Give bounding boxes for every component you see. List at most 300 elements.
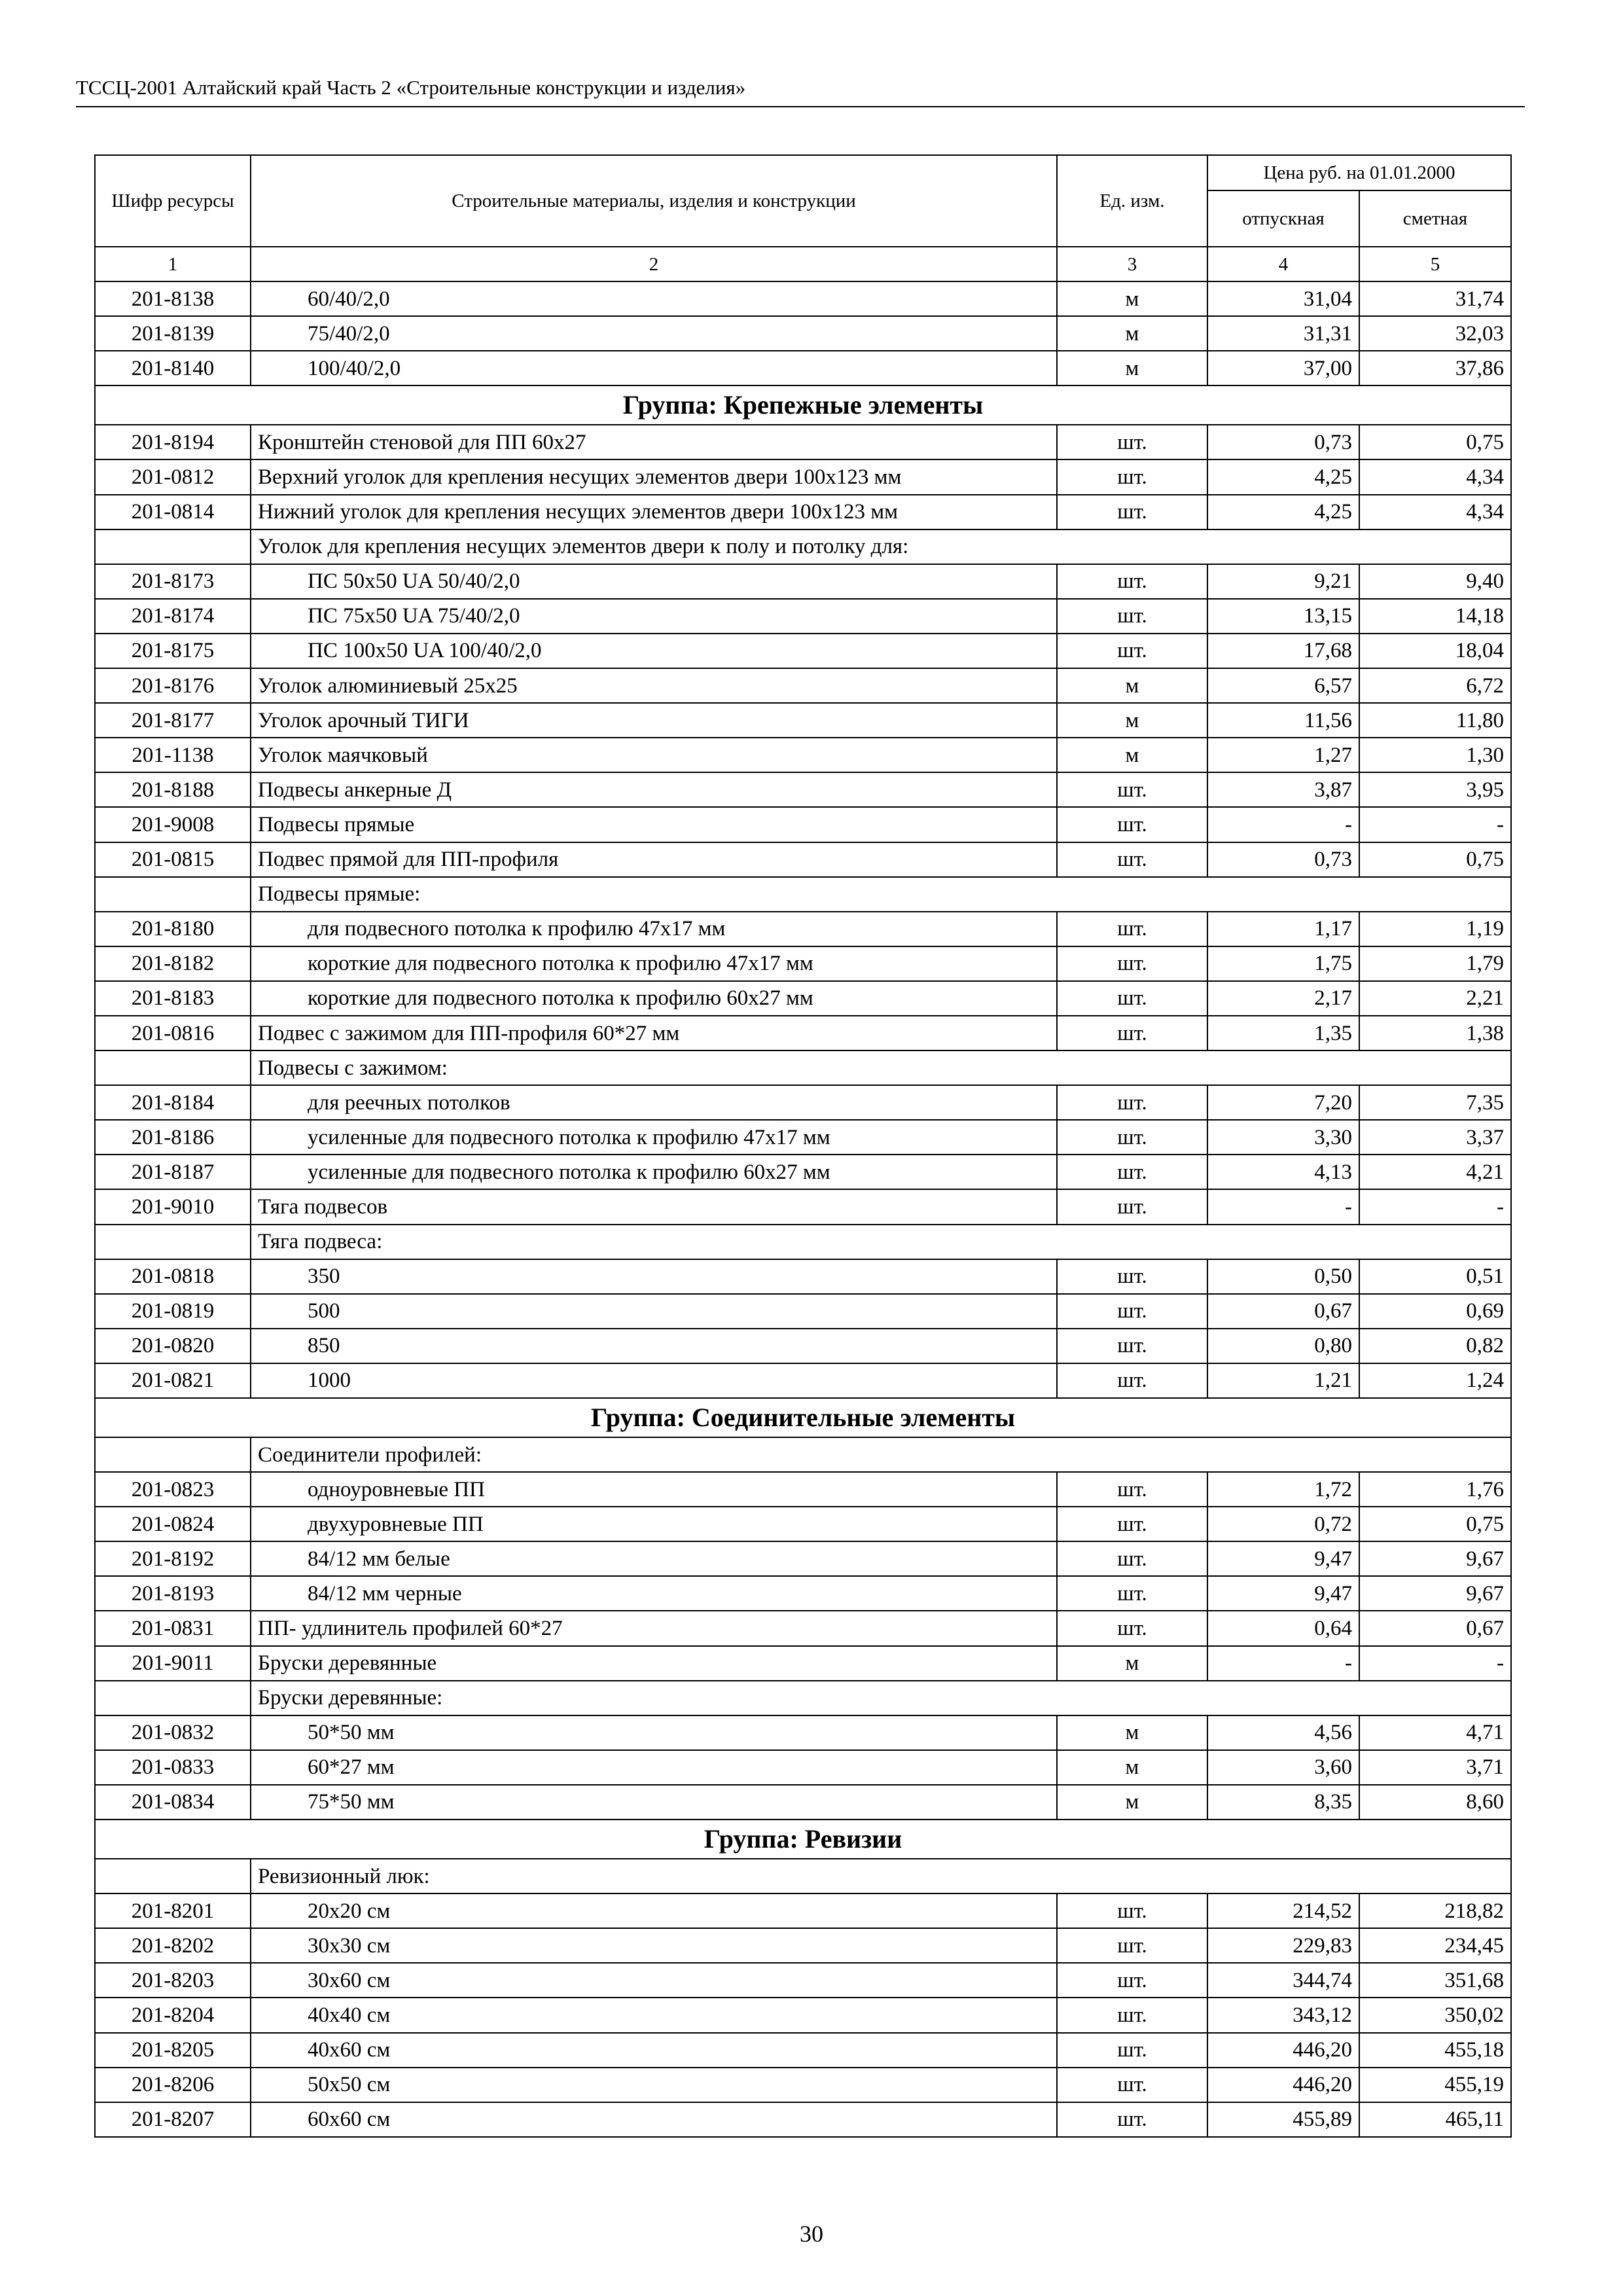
name-cell: 30х30 см — [251, 1928, 1057, 1963]
code-cell — [95, 877, 251, 912]
table-row — [95, 1893, 1511, 1928]
unit-cell: м — [1057, 1715, 1207, 1750]
price-estimate-cell: 218,82 — [1359, 1893, 1511, 1928]
price-sale-cell: 4,13 — [1207, 1155, 1359, 1189]
subheading-cell: Ревизионный люк: — [251, 1859, 1511, 1893]
unit-cell: шт. — [1057, 1507, 1207, 1541]
table-row — [95, 634, 1511, 668]
code-cell — [95, 1225, 251, 1259]
column-numbers-row — [95, 247, 1511, 281]
col-header-price: Цена руб. на 01.01.2000 — [1207, 155, 1511, 190]
name-cell: ПС 75х50 UA 75/40/2,0 — [251, 599, 1057, 634]
unit-cell: шт. — [1057, 1085, 1207, 1120]
unit-cell: шт. — [1057, 1928, 1207, 1963]
price-estimate-cell: 0,69 — [1359, 1294, 1511, 1329]
col-header-estimate: сметная — [1359, 190, 1511, 247]
name-cell: короткие для подвесного потолка к профилю 47х17 мм — [251, 946, 1057, 981]
code-cell — [95, 529, 251, 564]
price-sale-cell: - — [1207, 807, 1359, 842]
col-header-unit: Ед. изм. — [1057, 155, 1207, 247]
name-cell: Верхний уголок для крепления несущих элементов двери 100х123 мм — [251, 459, 1057, 494]
price-sale-cell: 1,35 — [1207, 1016, 1359, 1050]
unit-cell: шт. — [1057, 1472, 1207, 1507]
unit-cell: шт. — [1057, 1998, 1207, 2032]
unit-cell: шт. — [1057, 772, 1207, 807]
col-number: 4 — [1207, 247, 1359, 281]
price-sale-cell: 9,21 — [1207, 564, 1359, 599]
price-estimate-cell: 455,18 — [1359, 2033, 1511, 2068]
code-cell: 201-0815 — [95, 842, 251, 877]
unit-cell: шт. — [1057, 495, 1207, 529]
subheading-cell: Тяга подвеса: — [251, 1225, 1511, 1259]
col-number: 1 — [95, 247, 251, 281]
price-estimate-cell: - — [1359, 1189, 1511, 1224]
code-cell: 201-8140 — [95, 351, 251, 386]
price-estimate-cell: 31,74 — [1359, 281, 1511, 316]
name-cell: 60/40/2,0 — [251, 281, 1057, 316]
table-row — [95, 1998, 1511, 2032]
group-heading: Группа: Соединительные элементы — [95, 1398, 1511, 1437]
price-sale-cell: 0,73 — [1207, 425, 1359, 459]
price-sale-cell: 0,67 — [1207, 1294, 1359, 1329]
table-row — [95, 1085, 1511, 1120]
name-cell: одноуровневые ПП — [251, 1472, 1057, 1507]
price-sale-cell: 9,47 — [1207, 1541, 1359, 1576]
name-cell: 100/40/2,0 — [251, 351, 1057, 386]
name-cell: Нижний уголок для крепления несущих элементов двери 100х123 мм — [251, 495, 1057, 529]
name-cell: 1000 — [251, 1363, 1057, 1398]
name-cell: 50х50 см — [251, 2068, 1057, 2102]
subheading-cell: Уголок для крепления несущих элементов двери к полу и потолку для: — [251, 529, 1511, 564]
price-sale-cell: 1,72 — [1207, 1472, 1359, 1507]
code-cell: 201-9010 — [95, 1189, 251, 1224]
name-cell: Подвесы прямые — [251, 807, 1057, 842]
code-cell: 201-8174 — [95, 599, 251, 634]
unit-cell: шт. — [1057, 2102, 1207, 2137]
code-cell: 201-8182 — [95, 946, 251, 981]
code-cell: 201-8193 — [95, 1576, 251, 1611]
code-cell: 201-8173 — [95, 564, 251, 599]
unit-cell: м — [1057, 1750, 1207, 1785]
code-cell: 201-8175 — [95, 634, 251, 668]
price-estimate-cell: 4,34 — [1359, 495, 1511, 529]
price-sale-cell: 9,47 — [1207, 1576, 1359, 1611]
table-row — [95, 1155, 1511, 1189]
code-cell: 201-8201 — [95, 1893, 251, 1928]
table-row — [95, 1750, 1511, 1785]
name-cell: ПС 100х50 UA 100/40/2,0 — [251, 634, 1057, 668]
price-sale-cell: 214,52 — [1207, 1893, 1359, 1928]
code-cell: 201-8180 — [95, 912, 251, 946]
price-sale-cell: 3,87 — [1207, 772, 1359, 807]
price-sale-cell: 1,21 — [1207, 1363, 1359, 1398]
price-estimate-cell: - — [1359, 1646, 1511, 1681]
table-head — [95, 155, 1511, 281]
name-cell: для подвесного потолка к профилю 47х17 мм — [251, 912, 1057, 946]
subheading-cell: Подвесы прямые: — [251, 877, 1511, 912]
unit-cell: шт. — [1057, 1611, 1207, 1645]
price-sale-cell: 3,60 — [1207, 1750, 1359, 1785]
price-estimate-cell: - — [1359, 807, 1511, 842]
name-cell: Уголок маячковый — [251, 738, 1057, 772]
table-row — [95, 1120, 1511, 1155]
unit-cell: шт. — [1057, 564, 1207, 599]
code-cell: 201-8138 — [95, 281, 251, 316]
unit-cell: м — [1057, 738, 1207, 772]
page-number: 30 — [800, 2221, 823, 2247]
price-sale-cell: 17,68 — [1207, 634, 1359, 668]
price-estimate-cell: 4,34 — [1359, 459, 1511, 494]
price-estimate-cell: 8,60 — [1359, 1785, 1511, 1820]
col-number: 5 — [1359, 247, 1511, 281]
price-estimate-cell: 32,03 — [1359, 316, 1511, 351]
price-sale-cell: 0,80 — [1207, 1329, 1359, 1363]
code-cell: 201-8176 — [95, 668, 251, 703]
subheading-row — [95, 1681, 1511, 1715]
unit-cell: шт. — [1057, 1329, 1207, 1363]
price-estimate-cell: 0,67 — [1359, 1611, 1511, 1645]
unit-cell: шт. — [1057, 1576, 1207, 1611]
subheading-cell: Бруски деревянные: — [251, 1681, 1511, 1715]
price-sale-cell: 8,35 — [1207, 1785, 1359, 1820]
name-cell: усиленные для подвесного потолка к профилю 47х17 мм — [251, 1120, 1057, 1155]
unit-cell: шт. — [1057, 459, 1207, 494]
price-estimate-cell: 2,21 — [1359, 981, 1511, 1016]
table-row — [95, 1259, 1511, 1294]
price-sale-cell: 37,00 — [1207, 351, 1359, 386]
price-estimate-cell: 11,80 — [1359, 703, 1511, 738]
name-cell: 850 — [251, 1329, 1057, 1363]
name-cell: 84/12 мм белые — [251, 1541, 1057, 1576]
table-row — [95, 1963, 1511, 1998]
price-sale-cell: 446,20 — [1207, 2068, 1359, 2102]
code-cell: 201-9008 — [95, 807, 251, 842]
table-row — [95, 1294, 1511, 1329]
name-cell: Подвес с зажимом для ПП-профиля 60*27 мм — [251, 1016, 1057, 1050]
unit-cell: шт. — [1057, 1363, 1207, 1398]
subheading-row — [95, 529, 1511, 564]
table-row — [95, 1715, 1511, 1750]
table-row — [95, 1541, 1511, 1576]
table-row — [95, 1928, 1511, 1963]
group-heading-row — [95, 1820, 1511, 1859]
name-cell: для реечных потолков — [251, 1085, 1057, 1120]
col-header-name: Строительные материалы, изделия и конструкции — [251, 155, 1057, 247]
price-estimate-cell: 6,72 — [1359, 668, 1511, 703]
price-sale-cell: 7,20 — [1207, 1085, 1359, 1120]
name-cell: Подвес прямой для ПП-профиля — [251, 842, 1057, 877]
price-sale-cell: 31,31 — [1207, 316, 1359, 351]
price-sale-cell: 6,57 — [1207, 668, 1359, 703]
name-cell: 50*50 мм — [251, 1715, 1057, 1750]
unit-cell: шт. — [1057, 1016, 1207, 1050]
price-sale-cell: 1,27 — [1207, 738, 1359, 772]
code-cell: 201-8194 — [95, 425, 251, 459]
price-sale-cell: 31,04 — [1207, 281, 1359, 316]
code-cell: 201-0818 — [95, 1259, 251, 1294]
price-estimate-cell: 1,38 — [1359, 1016, 1511, 1050]
code-cell: 201-8184 — [95, 1085, 251, 1120]
name-cell: Уголок алюминиевый 25х25 — [251, 668, 1057, 703]
code-cell: 201-9011 — [95, 1646, 251, 1681]
table-row — [95, 1363, 1511, 1398]
price-estimate-cell: 0,75 — [1359, 425, 1511, 459]
code-cell: 201-0814 — [95, 495, 251, 529]
code-cell: 201-8202 — [95, 1928, 251, 1963]
unit-cell: м — [1057, 703, 1207, 738]
name-cell: 84/12 мм черные — [251, 1576, 1057, 1611]
table-row — [95, 316, 1511, 351]
code-cell: 201-8205 — [95, 2033, 251, 2068]
price-table — [94, 154, 1512, 2138]
code-cell: 201-0824 — [95, 1507, 251, 1541]
table-row — [95, 2033, 1511, 2068]
code-cell: 201-8192 — [95, 1541, 251, 1576]
code-cell: 201-0819 — [95, 1294, 251, 1329]
price-estimate-cell: 14,18 — [1359, 599, 1511, 634]
unit-cell: м — [1057, 316, 1207, 351]
price-sale-cell: 0,73 — [1207, 842, 1359, 877]
code-cell — [95, 1437, 251, 1472]
price-sale-cell: 4,56 — [1207, 1715, 1359, 1750]
name-cell: Кронштейн стеновой для ПП 60х27 — [251, 425, 1057, 459]
table-row — [95, 425, 1511, 459]
code-cell: 201-0833 — [95, 1750, 251, 1785]
table-row — [95, 1329, 1511, 1363]
code-cell: 201-8206 — [95, 2068, 251, 2102]
table-row — [95, 351, 1511, 386]
price-estimate-cell: 1,24 — [1359, 1363, 1511, 1398]
price-sale-cell: 2,17 — [1207, 981, 1359, 1016]
price-sale-cell: 0,72 — [1207, 1507, 1359, 1541]
price-sale-cell: 0,50 — [1207, 1259, 1359, 1294]
subheading-row — [95, 1225, 1511, 1259]
code-cell: 201-8188 — [95, 772, 251, 807]
table-row — [95, 703, 1511, 738]
table-row — [95, 1189, 1511, 1224]
price-sale-cell: 343,12 — [1207, 1998, 1359, 2032]
price-estimate-cell: 455,19 — [1359, 2068, 1511, 2102]
table-row — [95, 1507, 1511, 1541]
unit-cell: шт. — [1057, 1963, 1207, 1998]
name-cell: короткие для подвесного потолка к профилю 60х27 мм — [251, 981, 1057, 1016]
name-cell: двухуровневые ПП — [251, 1507, 1057, 1541]
price-estimate-cell: 9,40 — [1359, 564, 1511, 599]
code-cell: 201-8139 — [95, 316, 251, 351]
name-cell: ПС 50х50 UA 50/40/2,0 — [251, 564, 1057, 599]
code-cell — [95, 1050, 251, 1085]
price-estimate-cell: 0,51 — [1359, 1259, 1511, 1294]
price-estimate-cell: 9,67 — [1359, 1541, 1511, 1576]
name-cell: 500 — [251, 1294, 1057, 1329]
table-row — [95, 1785, 1511, 1820]
price-sale-cell: - — [1207, 1646, 1359, 1681]
unit-cell: шт. — [1057, 634, 1207, 668]
table-row — [95, 807, 1511, 842]
price-estimate-cell: 37,86 — [1359, 351, 1511, 386]
code-cell: 201-0823 — [95, 1472, 251, 1507]
name-cell: 20х20 см — [251, 1893, 1057, 1928]
table-row — [95, 495, 1511, 529]
price-estimate-cell: 0,82 — [1359, 1329, 1511, 1363]
table-row — [95, 912, 1511, 946]
table-row — [95, 2068, 1511, 2102]
code-cell: 201-0831 — [95, 1611, 251, 1645]
name-cell: 40х40 см — [251, 1998, 1057, 2032]
price-sale-cell: 3,30 — [1207, 1120, 1359, 1155]
subheading-row — [95, 1859, 1511, 1893]
price-sale-cell: 0,64 — [1207, 1611, 1359, 1645]
unit-cell: шт. — [1057, 842, 1207, 877]
table-row — [95, 599, 1511, 634]
name-cell: 30х60 см — [251, 1963, 1057, 1998]
group-heading: Группа: Ревизии — [95, 1820, 1511, 1859]
price-sale-cell: 344,74 — [1207, 1963, 1359, 1998]
subheading-row — [95, 1050, 1511, 1085]
unit-cell: м — [1057, 351, 1207, 386]
unit-cell: шт. — [1057, 425, 1207, 459]
table-row — [95, 738, 1511, 772]
unit-cell: шт. — [1057, 1294, 1207, 1329]
unit-cell: м — [1057, 281, 1207, 316]
table-row — [95, 981, 1511, 1016]
price-estimate-cell: 4,21 — [1359, 1155, 1511, 1189]
table-row — [95, 946, 1511, 981]
price-estimate-cell: 1,76 — [1359, 1472, 1511, 1507]
table-row — [95, 772, 1511, 807]
code-cell: 201-8207 — [95, 2102, 251, 2137]
unit-cell: шт. — [1057, 1893, 1207, 1928]
unit-cell: шт. — [1057, 1189, 1207, 1224]
name-cell: Бруски деревянные — [251, 1646, 1057, 1681]
code-cell: 201-0812 — [95, 459, 251, 494]
unit-cell: м — [1057, 668, 1207, 703]
price-estimate-cell: 0,75 — [1359, 842, 1511, 877]
table-body — [95, 281, 1511, 2137]
col-number: 2 — [251, 247, 1057, 281]
name-cell: усиленные для подвесного потолка к профилю 60х27 мм — [251, 1155, 1057, 1189]
table-row — [95, 1646, 1511, 1681]
price-estimate-cell: 7,35 — [1359, 1085, 1511, 1120]
name-cell: ПП- удлинитель профилей 60*27 — [251, 1611, 1057, 1645]
price-estimate-cell: 9,67 — [1359, 1576, 1511, 1611]
unit-cell: шт. — [1057, 807, 1207, 842]
price-estimate-cell: 3,37 — [1359, 1120, 1511, 1155]
price-sale-cell: 229,83 — [1207, 1928, 1359, 1963]
subheading-row — [95, 1437, 1511, 1472]
code-cell: 201-8203 — [95, 1963, 251, 1998]
code-cell — [95, 1681, 251, 1715]
price-estimate-cell: 351,68 — [1359, 1963, 1511, 1998]
price-estimate-cell: 350,02 — [1359, 1998, 1511, 2032]
table-row — [95, 1472, 1511, 1507]
code-cell — [95, 1859, 251, 1893]
price-estimate-cell: 1,19 — [1359, 912, 1511, 946]
table-row — [95, 1016, 1511, 1050]
code-cell: 201-8187 — [95, 1155, 251, 1189]
price-sale-cell: 455,89 — [1207, 2102, 1359, 2137]
table-row — [95, 1611, 1511, 1645]
code-cell: 201-1138 — [95, 738, 251, 772]
subheading-cell: Соединители профилей: — [251, 1437, 1511, 1472]
price-estimate-cell: 1,79 — [1359, 946, 1511, 981]
name-cell: 60*27 мм — [251, 1750, 1057, 1785]
code-cell: 201-0834 — [95, 1785, 251, 1820]
name-cell: 75*50 мм — [251, 1785, 1057, 1820]
price-estimate-cell: 3,95 — [1359, 772, 1511, 807]
table-row — [95, 668, 1511, 703]
price-sale-cell: 11,56 — [1207, 703, 1359, 738]
price-sale-cell: 1,17 — [1207, 912, 1359, 946]
unit-cell: шт. — [1057, 2033, 1207, 2068]
price-sale-cell: 446,20 — [1207, 2033, 1359, 2068]
code-cell: 201-0816 — [95, 1016, 251, 1050]
unit-cell: шт. — [1057, 1541, 1207, 1576]
price-estimate-cell: 0,75 — [1359, 1507, 1511, 1541]
col-header-sale: отпускная — [1207, 190, 1359, 247]
price-sale-cell: 13,15 — [1207, 599, 1359, 634]
name-cell: 75/40/2,0 — [251, 316, 1057, 351]
code-cell: 201-8177 — [95, 703, 251, 738]
price-estimate-cell: 3,71 — [1359, 1750, 1511, 1785]
code-cell: 201-8186 — [95, 1120, 251, 1155]
unit-cell: шт. — [1057, 1120, 1207, 1155]
code-cell: 201-0832 — [95, 1715, 251, 1750]
unit-cell: шт. — [1057, 1155, 1207, 1189]
price-sale-cell: 4,25 — [1207, 459, 1359, 494]
unit-cell: шт. — [1057, 981, 1207, 1016]
price-estimate-cell: 4,71 — [1359, 1715, 1511, 1750]
price-estimate-cell: 1,30 — [1359, 738, 1511, 772]
subheading-row — [95, 877, 1511, 912]
unit-cell: м — [1057, 1785, 1207, 1820]
name-cell: Уголок арочный ТИГИ — [251, 703, 1057, 738]
subheading-cell: Подвесы с зажимом: — [251, 1050, 1511, 1085]
col-header-code: Шифр ресурсы — [95, 155, 251, 247]
table-row — [95, 459, 1511, 494]
unit-cell: шт. — [1057, 599, 1207, 634]
price-estimate-cell: 465,11 — [1359, 2102, 1511, 2137]
running-header: ТССЦ-2001 Алтайский край Часть 2 «Строительные конструкции и изделия» — [76, 73, 1525, 107]
table-row — [95, 842, 1511, 877]
price-sale-cell: 4,25 — [1207, 495, 1359, 529]
table-row — [95, 1576, 1511, 1611]
table-row — [95, 281, 1511, 316]
unit-cell: шт. — [1057, 1259, 1207, 1294]
price-sale-cell: 1,75 — [1207, 946, 1359, 981]
col-number: 3 — [1057, 247, 1207, 281]
unit-cell: м — [1057, 1646, 1207, 1681]
price-estimate-cell: 234,45 — [1359, 1928, 1511, 1963]
code-cell: 201-8183 — [95, 981, 251, 1016]
name-cell: 40х60 см — [251, 2033, 1057, 2068]
price-sale-cell: - — [1207, 1189, 1359, 1224]
name-cell: Подвесы анкерные Д — [251, 772, 1057, 807]
code-cell: 201-0821 — [95, 1363, 251, 1398]
unit-cell: шт. — [1057, 912, 1207, 946]
table-row — [95, 2102, 1511, 2137]
group-heading-row — [95, 1398, 1511, 1437]
name-cell: 60х60 см — [251, 2102, 1057, 2137]
table-row — [95, 564, 1511, 599]
group-heading: Группа: Крепежные элементы — [95, 386, 1511, 425]
name-cell: Тяга подвесов — [251, 1189, 1057, 1224]
name-cell: 350 — [251, 1259, 1057, 1294]
code-cell: 201-0820 — [95, 1329, 251, 1363]
unit-cell: шт. — [1057, 946, 1207, 981]
group-heading-row — [95, 386, 1511, 425]
code-cell: 201-8204 — [95, 1998, 251, 2032]
